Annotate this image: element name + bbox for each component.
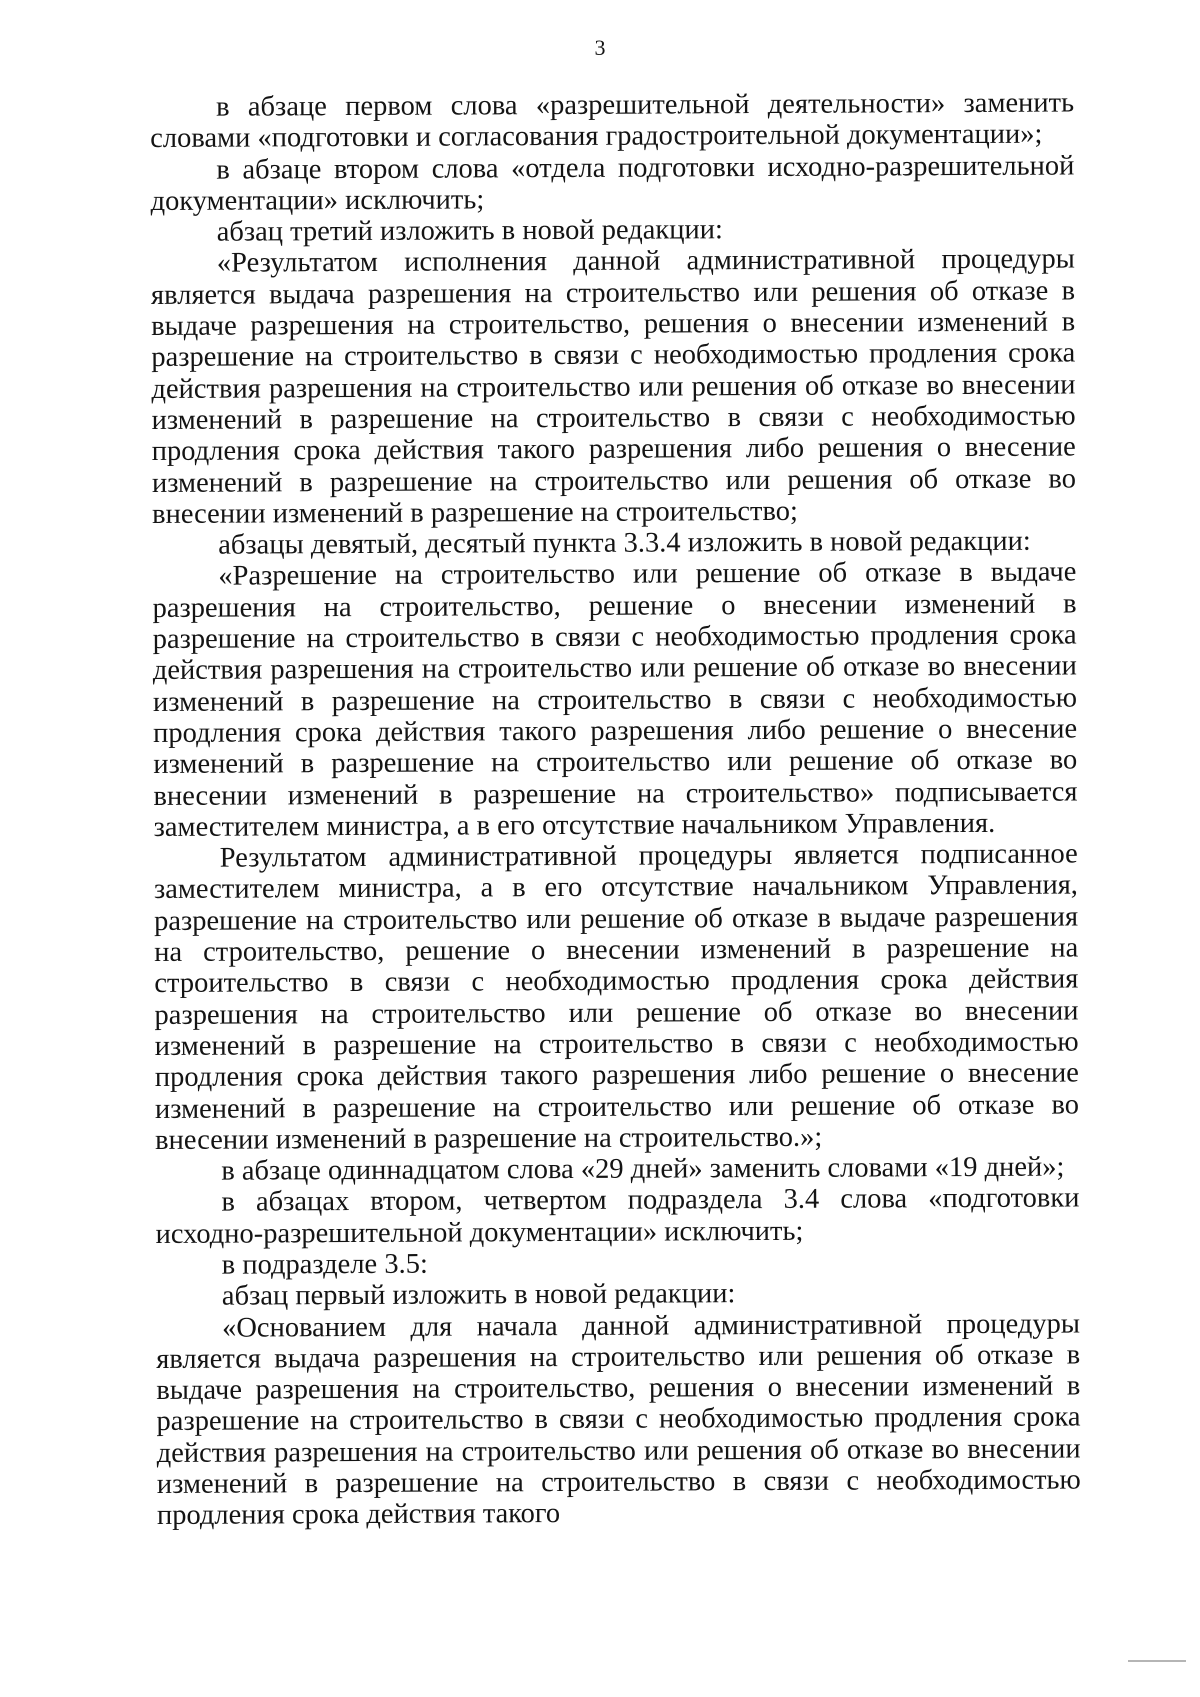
document-body [150,87,1081,1531]
paragraph: в абзаце втором слова «отдела подготовки исходно-разрешительной документации» исключить; [150,150,1075,217]
paragraph: в абзаце одиннадцатом слова «29 дней» заменить словами «19 дней»; [221,1151,1065,1187]
paragraph: «Разрешение на строительство или решение об отказе в выдаче разрешения на строительство, решение о внесении изменений в разрешение на строительство в связи с необходимостью продления срока действия разрешения на строительство или решение об отказе во внесении изменений в разрешение на строительство в связи с необходимостью продления срока действия такого разрешения либо решение о внесение изменений в разрешение на строительство или решение об отказе во внесении изменений в разрешение на строительство» подписывается заместителем министра, а в его отсутствие начальником Управления. [152,556,1078,843]
paragraph: Результатом административной процедуры является подписанное заместителем министра, а в его отсутствие начальником Управления, разрешение на строительство или решение об отказе в выдаче разрешения на строительство, решение о внесении изменений в разрешение на строительство в связи с необходимостью продления срока действия разрешения на строительство или решение об отказе во внесении изменений в разрешение на строительство в связи с необходимостью продления срока действия такого разрешения либо решение о внесение изменений в разрешение на строительство или решение об отказе во внесении изменений в разрешение на строительство.»; [153,838,1080,1156]
paragraph: в абзаце первом слова «разрешительной деятельности» заменить словами «подготовки и согласования градостроительной документации»; [150,87,1075,155]
scan-edge-mark [1128,1660,1186,1662]
paragraph: в подразделе 3.5: [221,1248,428,1281]
paragraph: «Результатом исполнения данной административной процедуры является выдача разрешения на строительство или решения об отказе в выдаче разрешения на строительство, решения о внесении изменений в разрешение на строительство в связи с необходимостью продления срока действия разрешения на строительство или решения об отказе во внесении изменений в разрешение на строительство в связи с необходимостью продления срока действия такого разрешения либо решения о внесение изменений в разрешение на строительство или решения об отказе во внесении изменений в разрешение на строительство; [150,243,1076,530]
paragraph: в абзацах втором, четвертом подраздела 3.4 слова «подготовки исходно-разрешительной документации» исключить; [155,1182,1080,1250]
paragraph: «Основанием для начала данной административной процедуры является выдача разрешения на строительство или решения об отказе в выдаче разрешения на строительство, решения о внесении изменений в разрешение на строительство в связи с необходимостью продления срока действия разрешения на строительство или решения об отказе во внесении изменений в разрешение на строительство в связи с необходимостью продления срока действия такого [156,1308,1081,1532]
paragraph: абзацы девятый, десятый пункта 3.3.4 изложить в новой редакции: [218,525,1031,561]
paragraph: абзац первый изложить в новой редакции: [221,1278,736,1312]
paragraph: абзац третий изложить в новой редакции: [216,214,723,248]
page-number: 3 [594,35,606,60]
